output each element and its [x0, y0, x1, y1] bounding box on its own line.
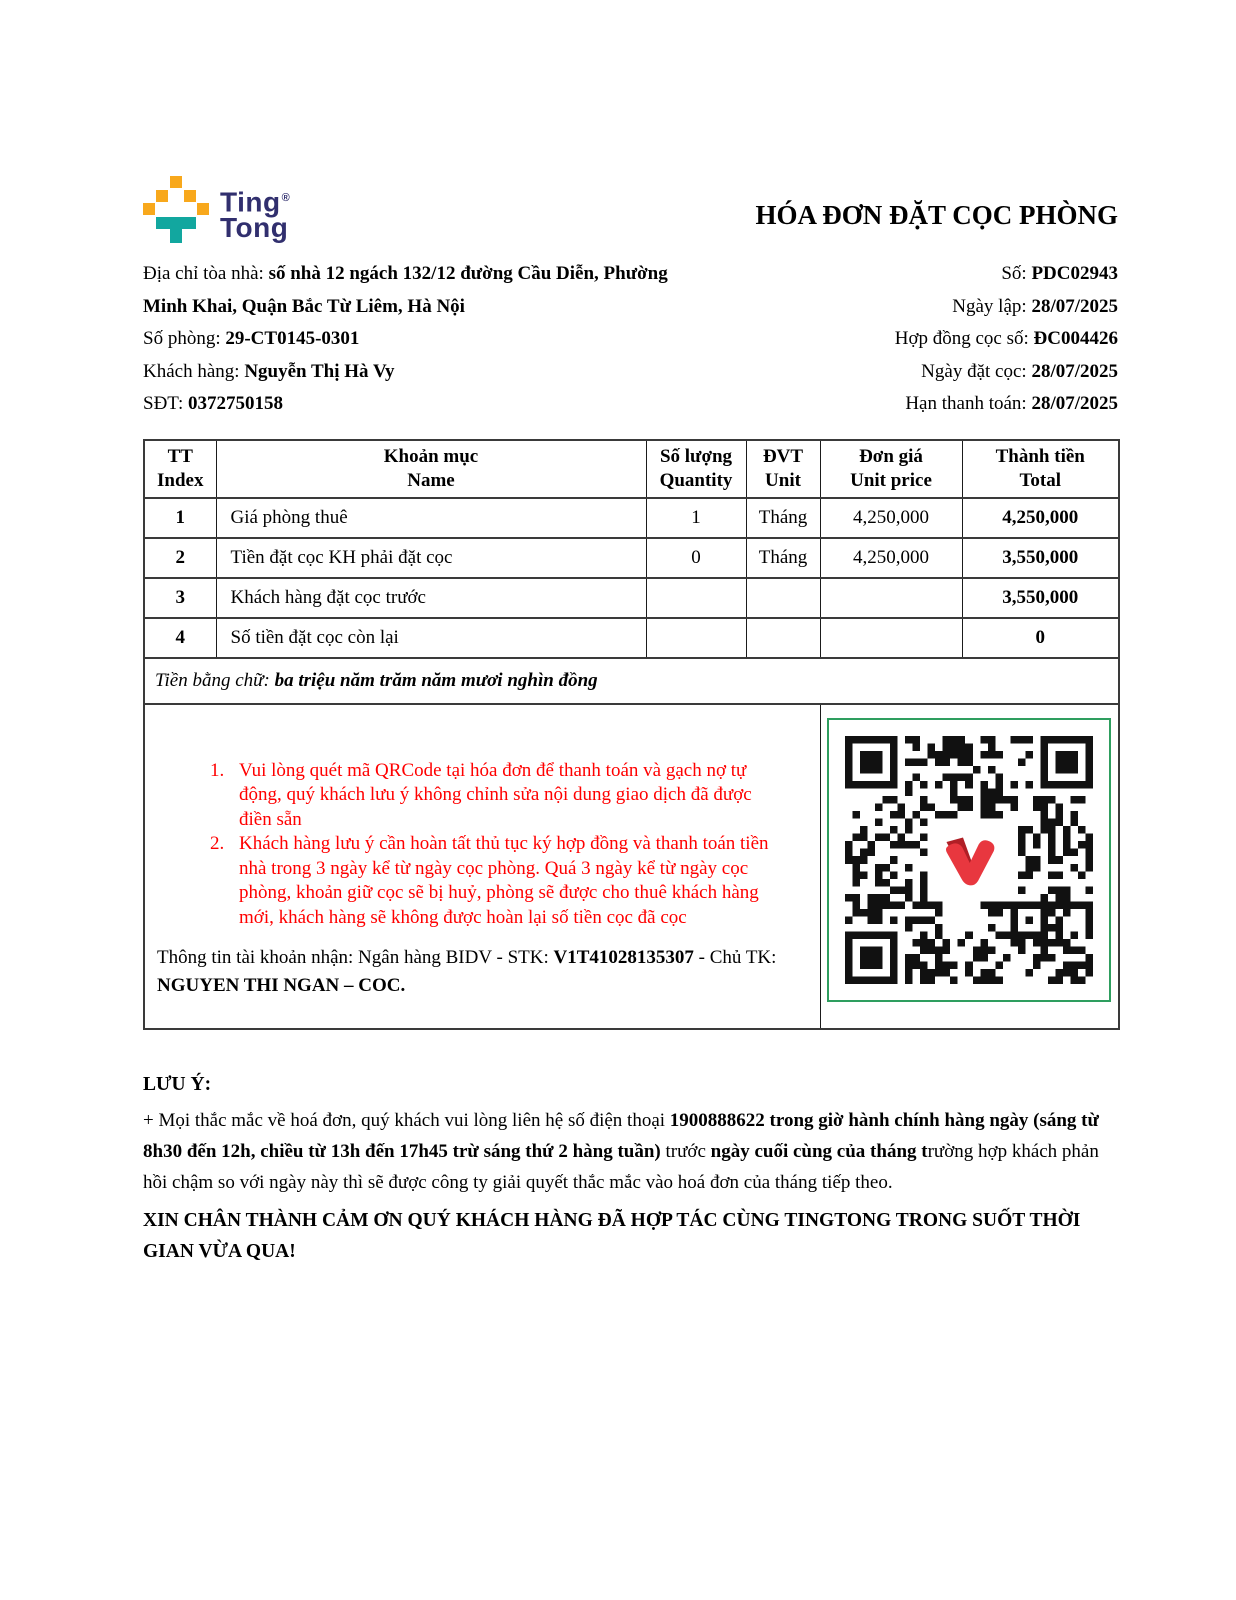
payment-note: 2. Khách hàng lưu ý cần hoàn tất thủ tục ký hợp đồng và thanh toán tiền nhà trong 3 ngày kể từ ngày cọc phòng. Quá 3 ngày kể từ ngày cọc phòng, khoản giữ cọc sẽ bị huỷ, phòng sẽ được cho thuê khách hàng mới, khách hàng sẽ không được hoàn lại số tiền cọc đã cọc — [229, 832, 776, 930]
text-segment: 29-CT0145-0301 — [225, 328, 360, 349]
table-header-row — [144, 440, 1119, 498]
text-segment: PDC02943 — [1031, 263, 1118, 284]
header-row — [143, 176, 1118, 243]
tingtong-logo — [143, 176, 290, 243]
qr-code-frame — [827, 718, 1111, 1002]
logo-square — [170, 176, 182, 188]
text-segment: 28/07/2025 — [1031, 393, 1118, 414]
invoice-meta — [688, 258, 1118, 421]
text-segment: Ngày lập: — [952, 295, 1032, 317]
footer-closing: XIN CHÂN THÀNH CẢM ƠN QUÝ KHÁCH HÀNG ĐÃ HỢP TÁC CÙNG TINGTONG TRONG SUỐT THỜI GIAN VỪA QUA! — [143, 1209, 1081, 1262]
bank-account-info — [157, 944, 812, 1000]
text-segment: V1T41028135307 — [553, 947, 694, 968]
customer-info — [143, 258, 688, 421]
invoice-info — [143, 258, 1118, 421]
text-segment: Nguyễn Thị Hà Vy — [244, 360, 395, 382]
text-segment: 0372750158 — [187, 393, 283, 414]
text-segment: Hợp đồng cọc số: — [894, 328, 1034, 349]
text-segment: số nhà 12 ngách 132/12 đường Cầu Diễn, Phường Minh Khai, Quận Bắc Từ Liêm, Hà Nội — [143, 263, 668, 317]
text-segment: trước — [660, 1140, 711, 1162]
footer-paragraph — [143, 1105, 1118, 1198]
footer-notes — [143, 1074, 1118, 1267]
text-segment: Ngày đặt cọc: — [921, 360, 1032, 382]
customer-name — [143, 356, 688, 389]
text-segment: Số phòng: — [143, 328, 226, 349]
amount-in-words-row — [144, 658, 1119, 704]
table-row: 4 Số tiền đặt cọc còn lại 0 — [144, 618, 1119, 658]
logo-square — [197, 203, 209, 215]
text-segment: 28/07/2025 — [1031, 360, 1118, 382]
text-segment: Số: — [1001, 263, 1032, 284]
column-header-unit: ĐVT Unit — [746, 440, 820, 498]
text-segment: ba triệu năm trăm năm mươi nghìn đồng — [274, 669, 598, 691]
deposit-contract-number — [688, 323, 1118, 356]
text-segment: + Mọi thắc mắc về hoá đơn, quý khách vui lòng liên hệ số điện thoại — [143, 1109, 670, 1131]
room-number — [143, 323, 688, 356]
payment-notes-list — [145, 759, 776, 931]
text-segment: 28/07/2025 — [1031, 295, 1118, 317]
payment-due-date — [688, 388, 1118, 421]
qr-code — [845, 736, 1093, 984]
text-segment: ngày cuối cùng của tháng t — [710, 1140, 928, 1162]
tingtong-logo-icon — [143, 176, 209, 243]
tingtong-logo-wordmark: Ting® Tong — [220, 186, 291, 244]
logo-square — [170, 228, 182, 243]
text-segment: 1900888622 trong giờ hành chính hàng ngày (sáng từ 8h30 đến 12h, chiều từ 13h đến 17h45 trừ sáng thứ 2 hàng tuần) — [143, 1109, 1099, 1162]
text-segment: ĐC004426 — [1033, 328, 1118, 349]
table-row: 3 Khách hàng đặt cọc trước 3,550,000 — [144, 578, 1119, 618]
logo-square — [156, 190, 168, 202]
payment-note: 1. Vui lòng quét mã QRCode tại hóa đơn để thanh toán và gạch nợ tự động, quý khách lưu ý không chỉnh sửa nội dung giao dịch đã được điền sẵn — [229, 759, 776, 833]
text-segment: Thông tin tài khoản nhận: Ngân hàng BIDV - STK: — [157, 947, 554, 968]
notes-and-qr-row — [144, 704, 1119, 1029]
logo-square — [156, 217, 196, 229]
invoice-number — [688, 258, 1118, 291]
text-segment: Hạn thanh toán: — [905, 393, 1032, 414]
invoice-table — [143, 439, 1120, 1030]
footer-heading: LƯU Ý: — [143, 1073, 212, 1095]
customer-phone — [143, 388, 688, 421]
table-row: 2 Tiền đặt cọc KH phải đặt cọc 0 Tháng 4,250,000 3,550,000 — [144, 538, 1119, 578]
issue-date — [688, 291, 1118, 324]
column-header-index: TT Index — [157, 445, 204, 491]
text-segment: Khách hàng: — [143, 360, 245, 382]
registered-trademark-mark: ® — [281, 192, 291, 204]
logo-square — [184, 190, 196, 202]
table-row: 1 Giá phòng thuê 1 Tháng 4,250,000 4,250,000 — [144, 498, 1119, 538]
column-header-name: Khoản mục Name — [216, 440, 646, 498]
deposit-date — [688, 356, 1118, 389]
qr-cell — [820, 704, 1119, 1029]
column-header-total: Thành tiền Total — [962, 440, 1119, 498]
amount-in-words — [144, 658, 1119, 704]
payment-notes-cell — [144, 704, 820, 1029]
column-header-unit-price: Đơn giá Unit price — [820, 440, 962, 498]
text-segment: Địa chỉ tòa nhà: — [143, 263, 269, 284]
text-segment: SĐT: — [143, 393, 188, 414]
text-segment: rường hợp khách phản hồi chậm so với ngày này thì sẽ được công ty giải quyết thắc mắc vào hoá đơn của tháng tiếp theo. — [143, 1140, 1099, 1193]
invoice-title: HÓA ĐƠN ĐẶT CỌC PHÒNG — [755, 200, 1118, 230]
text-segment: NGUYEN THI NGAN – COC. — [157, 975, 406, 996]
text-segment: Tiền bằng chữ: — [155, 669, 275, 691]
logo-square — [143, 203, 155, 215]
building-address — [143, 258, 688, 323]
text-segment: - Chủ TK: — [693, 947, 777, 968]
column-header-quantity: Số lượng Quantity — [646, 440, 746, 498]
